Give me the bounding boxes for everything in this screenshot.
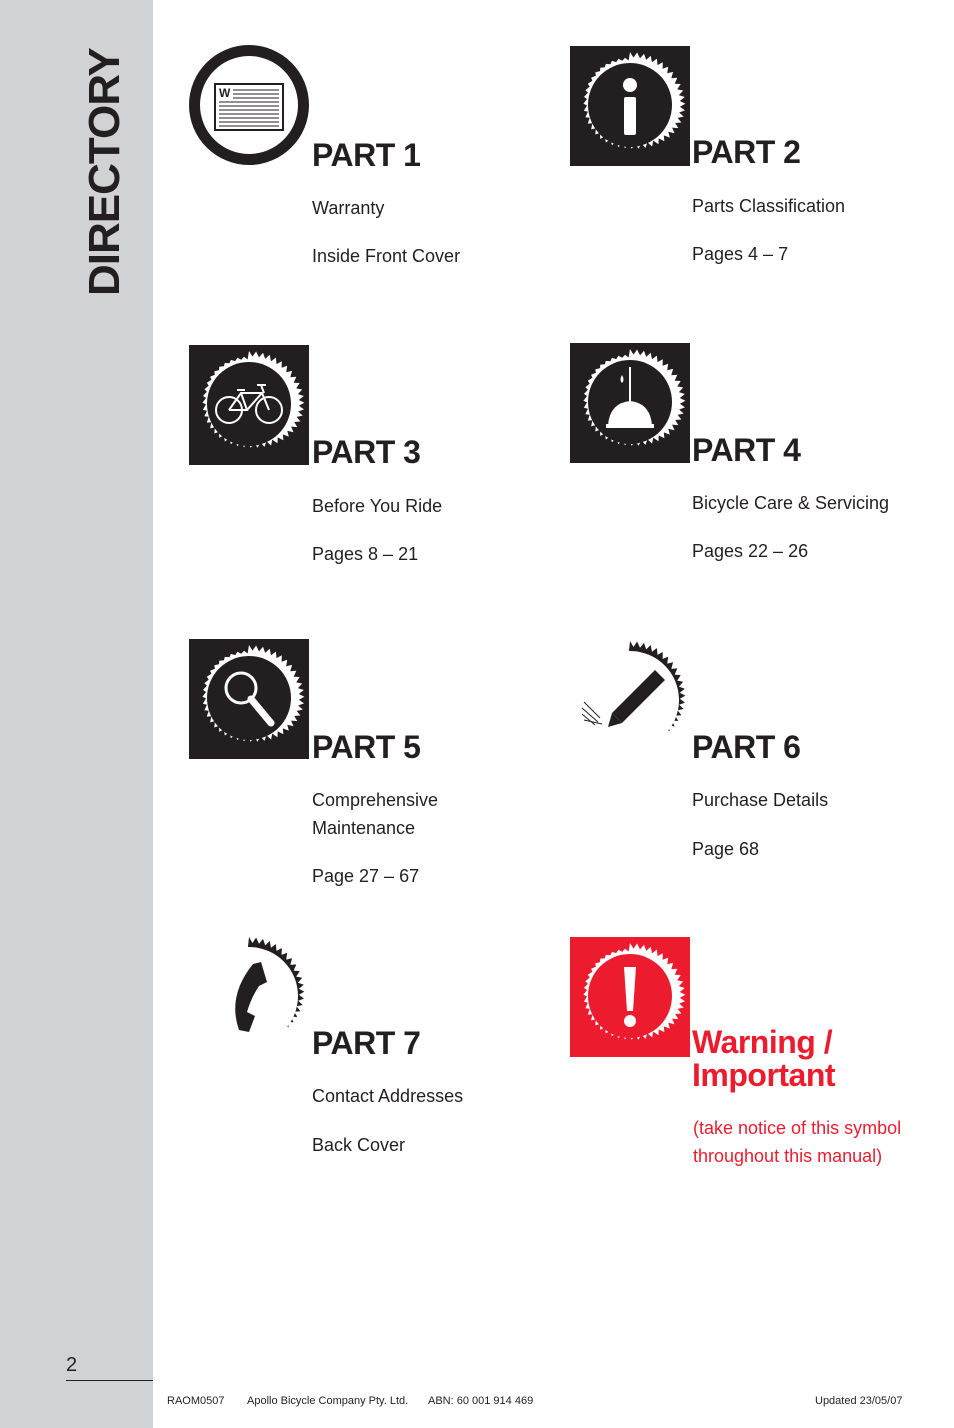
part-4-pages: Pages 22 – 26 [692, 541, 809, 561]
part-1-pages: Inside Front Cover [312, 246, 461, 266]
part-5-description: Comprehensive Maintenance [312, 790, 439, 838]
updated-date: Updated 23/05/07 [815, 1395, 903, 1407]
part-2-title: PART 2 [692, 134, 801, 170]
part-7-title: PART 7 [312, 1025, 421, 1061]
sidebar [0, 0, 153, 1428]
abn-number: ABN: 60 001 914 469 [428, 1395, 534, 1407]
warning-note: (take notice of this symbol throughout this manual) [693, 1118, 902, 1166]
part-7-description: Contact Addresses [312, 1086, 464, 1106]
part-4-title: PART 4 [692, 432, 801, 468]
pencil-icon [570, 640, 690, 760]
part-7-pages: Back Cover [312, 1135, 406, 1155]
telephone-icon [189, 936, 309, 1056]
part-5-title: PART 5 [312, 729, 421, 765]
part-2-pages: Pages 4 – 7 [692, 244, 789, 264]
part-3-description: Before You Ride [312, 496, 443, 516]
magnifier-icon [189, 639, 309, 759]
part-5-pages: Page 27 – 67 [312, 866, 420, 886]
exclamation-icon [570, 937, 690, 1057]
part-2-description: Parts Classification [692, 196, 846, 216]
part-4-description: Bicycle Care & Servicing [692, 493, 890, 513]
info-icon [570, 46, 690, 166]
warranty-document-icon [189, 45, 309, 165]
warning-title: Warning / Important [692, 1024, 836, 1093]
section-title: DIRECTORY [80, 48, 129, 296]
warranty-letter: W [219, 86, 231, 100]
page-number-rule [66, 1380, 153, 1381]
part-6-title: PART 6 [692, 729, 801, 765]
part-1-title: PART 1 [312, 137, 421, 173]
oil-lamp-icon [570, 343, 690, 463]
part-3-pages: Pages 8 – 21 [312, 544, 419, 564]
part-3-title: PART 3 [312, 434, 421, 470]
part-6-pages: Page 68 [692, 839, 760, 859]
part-6-description: Purchase Details [692, 790, 829, 810]
part-1-description: Warranty [312, 198, 385, 218]
document-code: RAOM0507 [167, 1395, 225, 1407]
bicycle-icon [189, 345, 309, 465]
company-name: Apollo Bicycle Company Pty. Ltd. [247, 1395, 409, 1407]
page-number: 2 [66, 1354, 78, 1376]
